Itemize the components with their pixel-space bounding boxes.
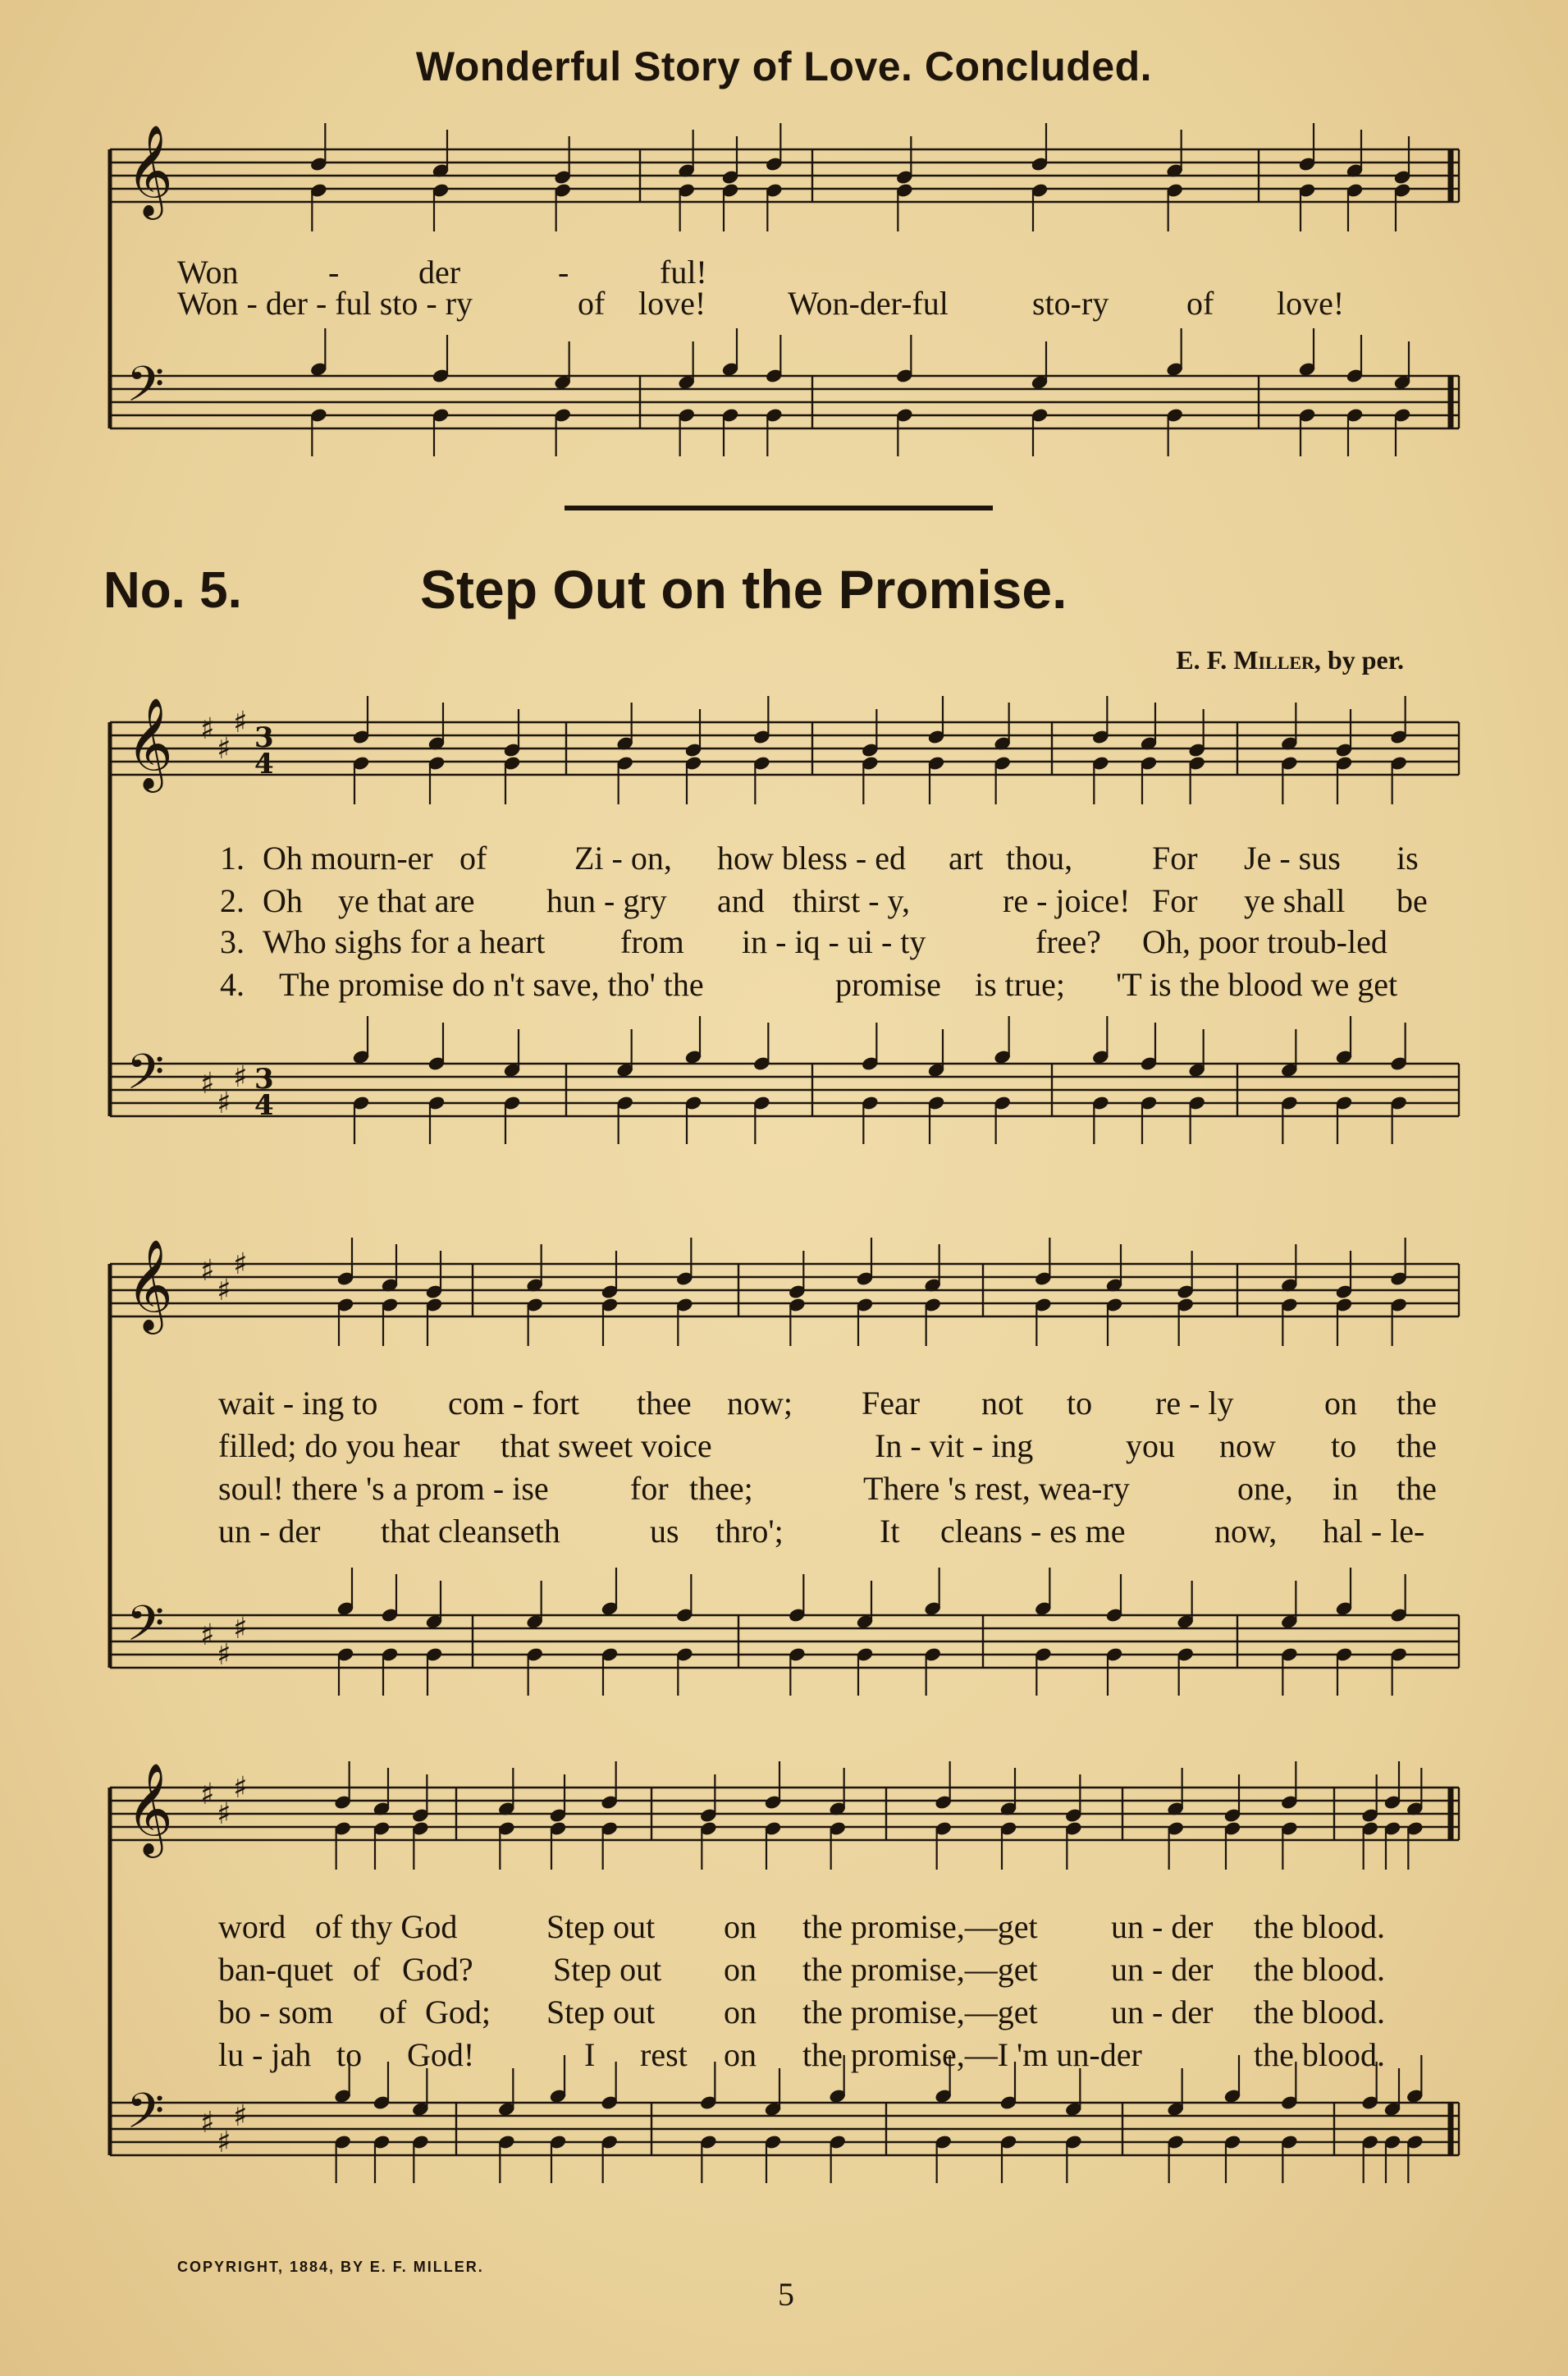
- lyric-word: the blood.: [1254, 1994, 1385, 2030]
- lyric-word: the: [1397, 1427, 1437, 1464]
- lyric-word: on: [724, 1994, 757, 2030]
- lyric-word: us: [650, 1513, 679, 1550]
- lyric-word: the promise,—get: [802, 1994, 1038, 2030]
- lyric-word: on: [724, 1908, 757, 1945]
- continuation-title: Wonderful Story of Love. Concluded.: [415, 43, 1153, 89]
- lyric-word: re - joice!: [1003, 882, 1131, 919]
- lyric-word: of: [1186, 285, 1214, 322]
- time-signature: 3: [254, 1063, 274, 1096]
- lyric-word: Step out: [553, 1951, 662, 1988]
- lyric-word: un - der: [1111, 1908, 1214, 1945]
- lyric-word: you: [1126, 1427, 1175, 1464]
- lyric-word: 4.: [220, 966, 245, 1003]
- lyric-word: 2.: [220, 882, 245, 919]
- lyric-word: thee: [637, 1385, 692, 1421]
- lyric-word: com - fort: [448, 1385, 579, 1421]
- treble-clef: 𝄞: [126, 124, 173, 216]
- lyric-word: and: [717, 882, 765, 919]
- lyric-word: God!: [407, 2036, 475, 2073]
- lyric-word: The promise do n't save, tho' the: [279, 966, 704, 1003]
- lyric-word: Won-der-ful: [788, 285, 949, 322]
- bass-clef: 𝄢: [126, 1043, 165, 1112]
- lyric-word: Je - sus: [1244, 840, 1341, 877]
- lyric-word: now;: [727, 1385, 793, 1421]
- time-signature: 4: [254, 1089, 274, 1122]
- sharp-sign: ♯: [200, 1618, 215, 1652]
- lyric-word: from: [620, 923, 684, 960]
- lyric-word: soul! there 's a prom - ise: [218, 1470, 549, 1507]
- lyric-word: of thy God: [315, 1908, 458, 1945]
- treble-clef: 𝄞: [126, 1238, 173, 1330]
- copyright-notice: COPYRIGHT, 1884, BY E. F. MILLER.: [177, 2259, 484, 2275]
- lyric-word: Zi - on,: [574, 840, 672, 877]
- lyric-word: promise: [835, 966, 941, 1003]
- treble-clef: 𝄞: [126, 697, 173, 789]
- lyric-word: ye that are: [338, 882, 475, 919]
- lyric-word: word: [218, 1908, 286, 1945]
- lyric-word: For: [1152, 882, 1198, 919]
- lyric-word: the blood.: [1254, 1908, 1385, 1945]
- lyric-word: Step out: [546, 1994, 656, 2030]
- lyric-word: the: [1397, 1470, 1437, 1507]
- lyric-word: thirst - y,: [793, 882, 910, 919]
- sharp-sign: ♯: [200, 1254, 215, 1288]
- lyric-word: to: [336, 2036, 363, 2073]
- sharp-sign: ♯: [233, 706, 248, 739]
- lyric-word: art: [949, 840, 984, 877]
- lyric-word: on: [1324, 1385, 1357, 1421]
- lyric-word: on: [724, 2036, 757, 2073]
- lyric-word: For: [1152, 840, 1198, 877]
- lyric-word: is: [1397, 840, 1419, 877]
- lyric-word: is true;: [975, 966, 1065, 1003]
- lyric-word: now,: [1214, 1513, 1278, 1550]
- sharp-sign: ♯: [233, 1060, 248, 1094]
- author-name: E. F. Miller,: [1176, 645, 1321, 675]
- lyric-word: wait - ing to: [218, 1385, 378, 1421]
- lyric-word: God;: [425, 1994, 491, 2030]
- lyric-word: In - vit - ing: [875, 1427, 1034, 1464]
- lyric-word: hal - le-: [1323, 1513, 1425, 1550]
- lyric-word: Oh, poor troub-led: [1142, 923, 1387, 960]
- lyric-word: -: [558, 254, 569, 291]
- lyric-word: There 's rest, wea-ry: [863, 1470, 1130, 1507]
- lyric-word: one,: [1237, 1470, 1293, 1507]
- lyric-word: in - iq - ui - ty: [742, 923, 926, 960]
- lyric-word: ban-quet: [218, 1951, 333, 1988]
- lyric-word: of: [353, 1951, 381, 1988]
- lyric-word: not: [981, 1385, 1024, 1421]
- hymn-title: Step Out on the Promise.: [420, 559, 1067, 620]
- lyric-word: sto-ry: [1032, 285, 1109, 322]
- lyric-word: Won: [177, 254, 239, 291]
- hymn-number: No. 5.: [103, 562, 242, 619]
- sharp-sign: ♯: [217, 732, 231, 766]
- lyric-word: of: [459, 840, 487, 877]
- lyric-word: to: [1331, 1427, 1357, 1464]
- lyric-word: I: [584, 2036, 596, 2073]
- lyric-word: 1.: [220, 840, 245, 877]
- sharp-sign: ♯: [217, 1638, 231, 1672]
- lyric-word: on: [724, 1951, 757, 1988]
- lyric-word: Oh mourn-er: [263, 840, 433, 877]
- lyric-word: 'T is the blood we get: [1116, 966, 1398, 1003]
- lyric-word: cleans - es me: [940, 1513, 1126, 1550]
- lyric-word: un - der: [1111, 1994, 1214, 2030]
- lyric-word: ye shall: [1244, 882, 1346, 919]
- lyric-word: free?: [1035, 923, 1101, 960]
- lyric-word: re - ly: [1155, 1385, 1234, 1421]
- lyric-word: -: [328, 254, 340, 291]
- lyric-word: for: [630, 1470, 669, 1507]
- lyric-word: thro';: [715, 1513, 784, 1550]
- lyric-word: hun - gry: [546, 882, 667, 919]
- sharp-sign: ♯: [217, 1087, 231, 1120]
- lyric-word: how bless - ed: [717, 840, 906, 877]
- lyric-word: God?: [402, 1951, 473, 1988]
- lyric-word: 3.: [220, 923, 245, 960]
- lyric-word: of: [379, 1994, 407, 2030]
- lyric-word: bo - som: [218, 1994, 333, 2030]
- lyric-word: der: [418, 254, 461, 291]
- sharp-sign: ♯: [200, 2106, 215, 2140]
- author-suffix: by per.: [1327, 645, 1404, 675]
- lyric-word: in: [1333, 1470, 1359, 1507]
- time-signature: 4: [254, 748, 274, 781]
- sharp-sign: ♯: [217, 2126, 231, 2159]
- lyric-word: It: [880, 1513, 900, 1550]
- sharp-sign: ♯: [217, 1797, 231, 1831]
- sharp-sign: ♯: [217, 1274, 231, 1307]
- sharp-sign: ♯: [200, 1778, 215, 1811]
- bass-clef: 𝄢: [126, 2082, 165, 2151]
- lyric-word: the blood.: [1254, 2036, 1385, 2073]
- bass-clef: 𝄢: [126, 355, 165, 424]
- lyric-word: ful!: [660, 254, 707, 291]
- lyric-word: filled; do you hear: [218, 1427, 460, 1464]
- lyric-word: lu - jah: [218, 2036, 312, 2073]
- lyric-word: love!: [638, 285, 706, 322]
- lyric-word: Fear: [862, 1385, 921, 1421]
- time-signature: 3: [254, 721, 274, 754]
- treble-clef: 𝄞: [126, 1762, 173, 1854]
- lyric-word: be: [1397, 882, 1428, 919]
- sharp-sign: ♯: [233, 1248, 248, 1281]
- lyric-word: of: [578, 285, 606, 322]
- sharp-sign: ♯: [200, 1067, 215, 1101]
- sharp-sign: ♯: [233, 1771, 248, 1805]
- lyric-word: to: [1067, 1385, 1093, 1421]
- sharp-sign: ♯: [233, 1612, 248, 1646]
- lyric-word: Who sighs for a heart: [263, 923, 546, 960]
- lyric-word: that cleanseth: [381, 1513, 560, 1550]
- bass-clef: 𝄢: [126, 1595, 165, 1664]
- lyric-word: thee;: [689, 1470, 753, 1507]
- lyric-word: un - der: [1111, 1951, 1214, 1988]
- lyric-word: rest: [640, 2036, 688, 2073]
- lyric-word: the promise,—get: [802, 1951, 1038, 1988]
- lyric-word: that sweet voice: [501, 1427, 712, 1464]
- lyric-word: Oh: [263, 882, 303, 919]
- lyric-word: Won - der - ful sto - ry: [177, 285, 473, 322]
- lyric-word: the promise,—I 'm un-der: [802, 2036, 1142, 2073]
- lyric-word: the: [1397, 1385, 1437, 1421]
- lyric-word: now: [1219, 1427, 1276, 1464]
- lyric-word: un - der: [218, 1513, 321, 1550]
- sharp-sign: ♯: [233, 2099, 248, 2133]
- lyric-word: the promise,—get: [802, 1908, 1038, 1945]
- lyric-word: love!: [1277, 285, 1345, 322]
- lyric-word: the blood.: [1254, 1951, 1385, 1988]
- lyric-word: thou,: [1006, 840, 1073, 877]
- lyric-word: Step out: [546, 1908, 656, 1945]
- page-number: 5: [778, 2276, 794, 2313]
- sharp-sign: ♯: [200, 712, 215, 746]
